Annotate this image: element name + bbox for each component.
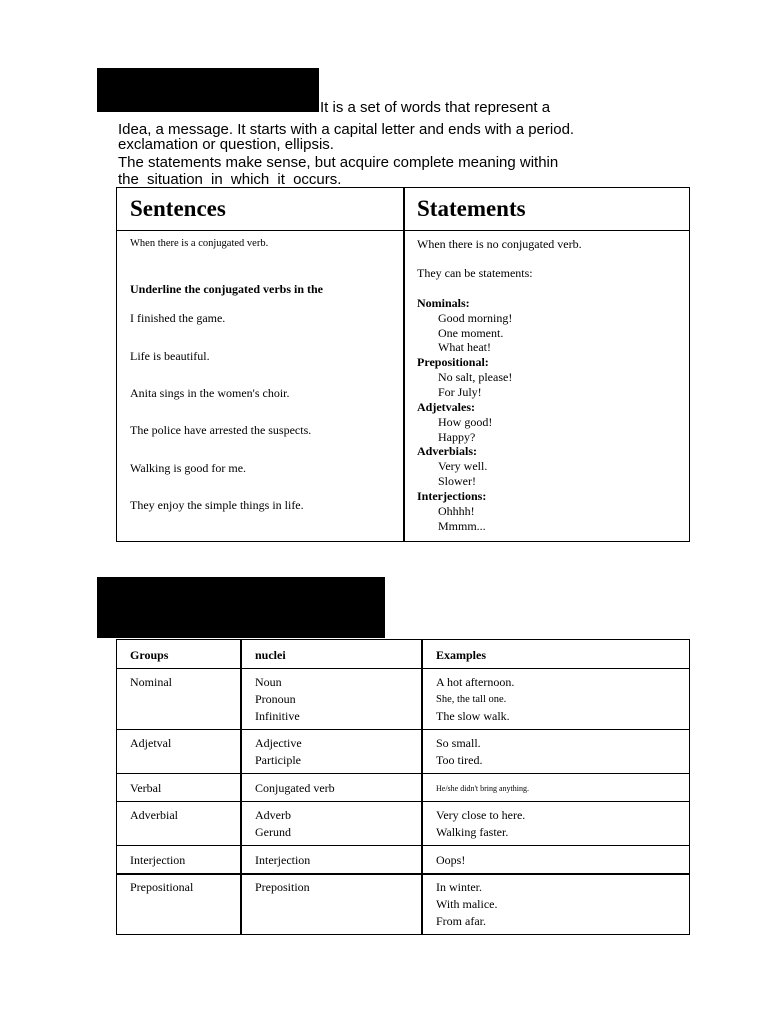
statement-item: One moment. [438, 326, 504, 340]
statements-heading: Statements [417, 196, 526, 221]
nucleus: Adverb [255, 808, 291, 822]
sentences-definition: When there is a conjugated verb. [130, 238, 269, 249]
statement-group-name: Adverbials: [417, 444, 477, 458]
group-name: Verbal [130, 781, 162, 795]
group-name: Adjetval [130, 736, 172, 750]
statement-item: For July! [438, 385, 482, 399]
nucleus: Noun [255, 675, 282, 689]
statement-item: What heat! [438, 340, 491, 354]
group-name: Prepositional [130, 880, 194, 894]
table-divider [117, 230, 689, 231]
sentence-example: The police have arrested the suspects. [130, 423, 312, 437]
example: From afar. [436, 914, 486, 928]
group-name: Interjection [130, 853, 186, 867]
redacted-section-title-block [97, 577, 385, 638]
header-groups: Groups [130, 648, 169, 662]
statement-group-name: Nominals: [417, 296, 470, 310]
table-divider [117, 729, 689, 730]
table-divider [117, 801, 689, 802]
sentence-example: I finished the game. [130, 311, 226, 325]
statement-item: No salt, please! [438, 370, 513, 384]
intro-line-5: the situation in which it occurs. [118, 171, 342, 188]
sentence-example: Anita sings in the women's choir. [130, 386, 290, 400]
nucleus: Preposition [255, 880, 310, 894]
redacted-title-block [97, 68, 319, 112]
nucleus: Pronoun [255, 692, 296, 706]
intro-line-2: Idea, a message. It starts with a capital letter and ends with a period. [118, 121, 575, 138]
header-nuclei: nuclei [255, 648, 286, 662]
table-divider [403, 188, 405, 541]
example: Walking faster. [436, 825, 509, 839]
header-examples: Examples [436, 648, 487, 662]
example: Too tired. [436, 753, 483, 767]
table-divider [117, 773, 689, 774]
nucleus: Adjective [255, 736, 302, 750]
statement-item: Good morning! [438, 311, 513, 325]
table-divider [421, 640, 423, 934]
statement-item: How good! [438, 415, 493, 429]
statement-item: Very well. [438, 459, 488, 473]
statements-intro: They can be statements: [417, 266, 533, 280]
example: So small. [436, 736, 481, 750]
statement-item: Slower! [438, 474, 476, 488]
example: The slow walk. [436, 709, 510, 723]
example: With malice. [436, 897, 498, 911]
statement-item: Mmmm... [438, 519, 486, 533]
statement-item: Happy? [438, 430, 476, 444]
example: He/she didn't bring anything. [436, 784, 529, 793]
group-name: Adverbial [130, 808, 178, 822]
statement-groups-table [116, 639, 690, 935]
statement-group-name: Adjetvales: [417, 400, 475, 414]
statements-definition: When there is no conjugated verb. [417, 237, 582, 251]
sentence-example: Life is beautiful. [130, 349, 210, 363]
table-divider [117, 668, 689, 669]
table-divider [117, 845, 689, 846]
sentences-heading: Sentences [130, 196, 226, 221]
example: A hot afternoon. [436, 675, 515, 689]
group-name: Nominal [130, 675, 172, 689]
nucleus: Conjugated verb [255, 781, 335, 795]
sentence-example: They enjoy the simple things in life. [130, 498, 304, 512]
nucleus: Infinitive [255, 709, 300, 723]
statement-item: Ohhhh! [438, 504, 475, 518]
sentence-example: Walking is good for me. [130, 461, 247, 475]
example: In winter. [436, 880, 482, 894]
intro-line-4: The statements make sense, but acquire complete meaning within [118, 154, 559, 171]
nucleus: Interjection [255, 853, 311, 867]
table-divider [117, 873, 689, 875]
statement-group-name: Interjections: [417, 489, 487, 503]
sentences-statements-table [116, 187, 690, 542]
table-divider [240, 640, 242, 934]
intro-line-3: exclamation or question, ellipsis. [118, 136, 334, 153]
statement-group-name: Prepositional: [417, 355, 489, 369]
sentences-instruction: Underline the conjugated verbs in the [130, 282, 323, 296]
nucleus: Participle [255, 753, 301, 767]
example: Very close to here. [436, 808, 526, 822]
intro-line-1: It is a set of words that represent a [320, 99, 551, 116]
example: She, the tall one. [436, 694, 507, 705]
example: Oops! [436, 853, 466, 867]
nucleus: Gerund [255, 825, 291, 839]
